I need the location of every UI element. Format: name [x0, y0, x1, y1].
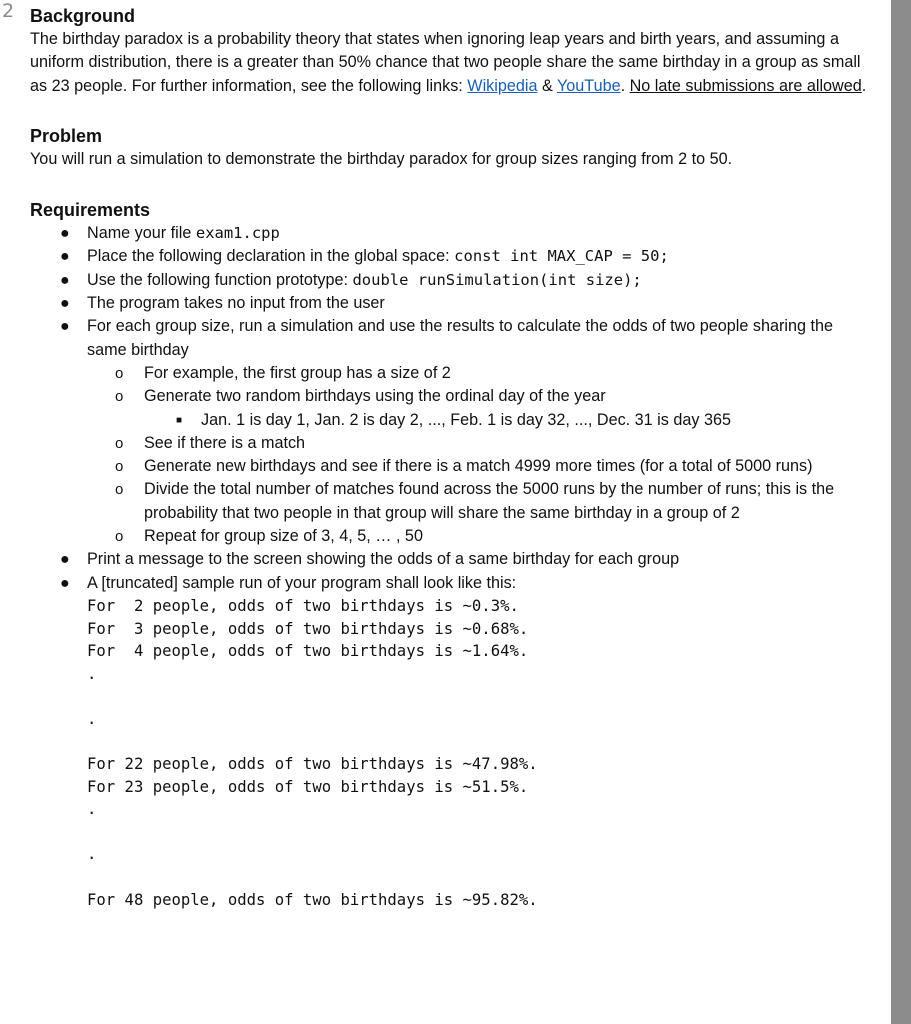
list-item [30, 222, 870, 245]
item-text: Use the following function prototype: [87, 270, 353, 289]
bullet-icon: ● [60, 318, 70, 336]
bullet-icon: ● [60, 248, 70, 266]
item-text: The program takes no input from the user [87, 294, 385, 313]
sub-item-text: Generate new birthdays and see if there is a match 4999 more times (for a total of 5000 runs) [144, 457, 813, 476]
sample-output-line [87, 866, 870, 889]
sample-output-line: For 3 people, odds of two birthdays is ~0.68%. [87, 619, 529, 638]
item-text: Name your file [87, 224, 196, 243]
sample-output-line: For 22 people, odds of two birthdays is ~47.98%. [87, 755, 538, 774]
sub-list-item [87, 455, 870, 478]
background-paragraph [30, 28, 870, 98]
circle-bullet-icon: o [115, 364, 124, 382]
bullet-icon: ● [60, 225, 70, 243]
sub-sub-item-text: Jan. 1 is day 1, Jan. 2 is day 2, ..., Feb. 1 is day 32, ..., Dec. 31 is day 365 [201, 410, 731, 429]
problem-paragraph: You will run a simulation to demonstrate the birthday paradox for group sizes ranging from 2 to 50. [30, 149, 733, 168]
sample-output-line: For 2 people, odds of two birthdays is ~0.3%. [87, 596, 519, 615]
sample-output-line: For 48 people, odds of two birthdays is ~95.82%. [87, 890, 538, 909]
sub-list-item [87, 362, 870, 385]
wikipedia-link[interactable]: Wikipedia [467, 76, 538, 95]
final-period-text: . [861, 76, 867, 95]
page-right-gutter [891, 0, 911, 1024]
youtube-link[interactable]: YouTube [556, 76, 621, 95]
bullet-icon: ● [60, 295, 70, 313]
problem-section [30, 124, 870, 171]
sub-item-text: Repeat for group size of 3, 4, 5, … , 50 [144, 527, 423, 546]
sub-item-text: Generate two random birthdays using the ordinal day of the year [144, 387, 606, 406]
background-heading: Background [30, 6, 136, 26]
filename-code: exam1.cpp [195, 224, 280, 243]
sample-output-line: . [87, 800, 97, 819]
sub-sub-list-item [144, 409, 870, 432]
sample-output-line: . [87, 664, 97, 683]
problem-heading: Problem [30, 125, 103, 146]
sub-item-text: Divide the total number of matches found across the 5000 runs by the number of runs; this is the probability that two people in that group will share the same birthday in a group of 2 [144, 480, 835, 522]
sample-output-line [87, 731, 870, 754]
sample-output-line [87, 685, 870, 708]
circle-bullet-icon: o [115, 458, 124, 476]
list-item [30, 292, 870, 315]
list-item [30, 548, 870, 571]
document-body [30, 4, 870, 911]
late-notice: No late submissions are allowed [629, 76, 862, 95]
sub-item-text: For example, the first group has a size of 2 [144, 363, 451, 382]
item-text: For each group size, run a simulation and use the results to calculate the odds of two people sharing the same birthday [87, 317, 833, 359]
sub-list-item [87, 432, 870, 455]
circle-bullet-icon: o [115, 481, 124, 499]
list-item [30, 245, 870, 268]
declaration-code: const int MAX_CAP = 50; [454, 247, 669, 266]
sample-output-line: For 23 people, odds of two birthdays is ~51.5%. [87, 777, 529, 796]
amp-text: & [537, 76, 557, 95]
sample-output-line [87, 821, 870, 844]
list-item [30, 315, 870, 548]
requirements-section [30, 198, 870, 911]
sample-output-line: . [87, 709, 97, 728]
page-number: 2 [2, 0, 15, 22]
item-text: Print a message to the screen showing the odds of a same birthday for each group [87, 550, 680, 569]
sample-output-block [30, 595, 870, 911]
circle-bullet-icon: o [115, 528, 124, 546]
sub-list-item [87, 525, 870, 548]
circle-bullet-icon: o [115, 434, 124, 452]
background-section [30, 4, 870, 98]
requirements-list [30, 222, 870, 595]
prototype-code: double runSimulation(int size); [352, 270, 642, 289]
bullet-icon: ● [60, 271, 70, 289]
requirements-heading: Requirements [30, 200, 151, 221]
sub-list [87, 362, 870, 548]
item-text: Place the following declaration in the global space: [87, 247, 455, 266]
sub-list-item [87, 478, 870, 525]
sub-list-item [87, 385, 870, 432]
sub-sub-list [144, 409, 870, 432]
sample-output-line: For 4 people, odds of two birthdays is ~1.64%. [87, 642, 529, 661]
period-text: . [620, 76, 626, 95]
square-bullet-icon: ■ [176, 414, 183, 426]
list-item [30, 572, 870, 595]
list-item [30, 269, 870, 292]
circle-bullet-icon: o [115, 388, 124, 406]
sample-output-line: . [87, 845, 97, 864]
sub-item-text: See if there is a match [144, 433, 306, 452]
bullet-icon: ● [60, 574, 70, 592]
background-text: The birthday paradox is a probability theory that states when ignoring leap years and birth years, and assuming a uniform distribution, there is a greater than 50% chance that two people share the same birthday in a group as small as 23 people. For further information, see the following links: [30, 30, 861, 95]
bullet-icon: ● [60, 551, 70, 569]
item-text: A [truncated] sample run of your program shall look like this: [87, 573, 517, 592]
